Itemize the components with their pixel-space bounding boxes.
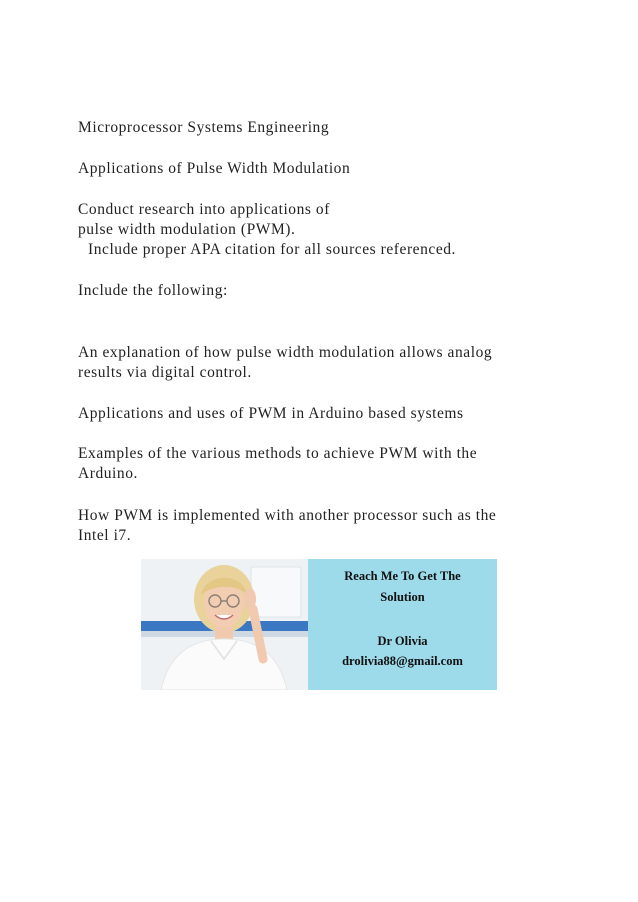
- requirement-item: results via digital control.: [78, 364, 252, 381]
- requirement-item: Arduino.: [78, 465, 138, 482]
- banner-headline: Solution: [380, 590, 425, 604]
- contact-panel: [308, 559, 497, 690]
- assignment-title: Applications of Pulse Width Modulation: [78, 160, 351, 177]
- requirement-item: Intel i7.: [78, 527, 132, 544]
- tutor-photo: [141, 559, 308, 690]
- requirement-item: An explanation of how pulse width modulation allows analog: [78, 344, 493, 361]
- banner-headline: Reach Me To Get The: [344, 569, 461, 583]
- course-title: Microprocessor Systems Engineering: [78, 119, 330, 136]
- requirement-item: Examples of the various methods to achieve PWM with the: [78, 445, 478, 462]
- requirement-item: How PWM is implemented with another processor such as the: [78, 507, 497, 524]
- requirements-heading: Include the following:: [78, 282, 228, 299]
- contact-banner: [141, 559, 497, 690]
- contact-name: Dr Olivia: [377, 634, 428, 648]
- instruction-line: Conduct research into applications of: [78, 201, 330, 218]
- instruction-line: pulse width modulation (PWM).: [78, 221, 296, 238]
- contact-email[interactable]: drolivia88@gmail.com: [342, 654, 463, 668]
- requirement-item: Applications and uses of PWM in Arduino based systems: [78, 405, 464, 422]
- instruction-line: Include proper APA citation for all sources referenced.: [88, 241, 456, 258]
